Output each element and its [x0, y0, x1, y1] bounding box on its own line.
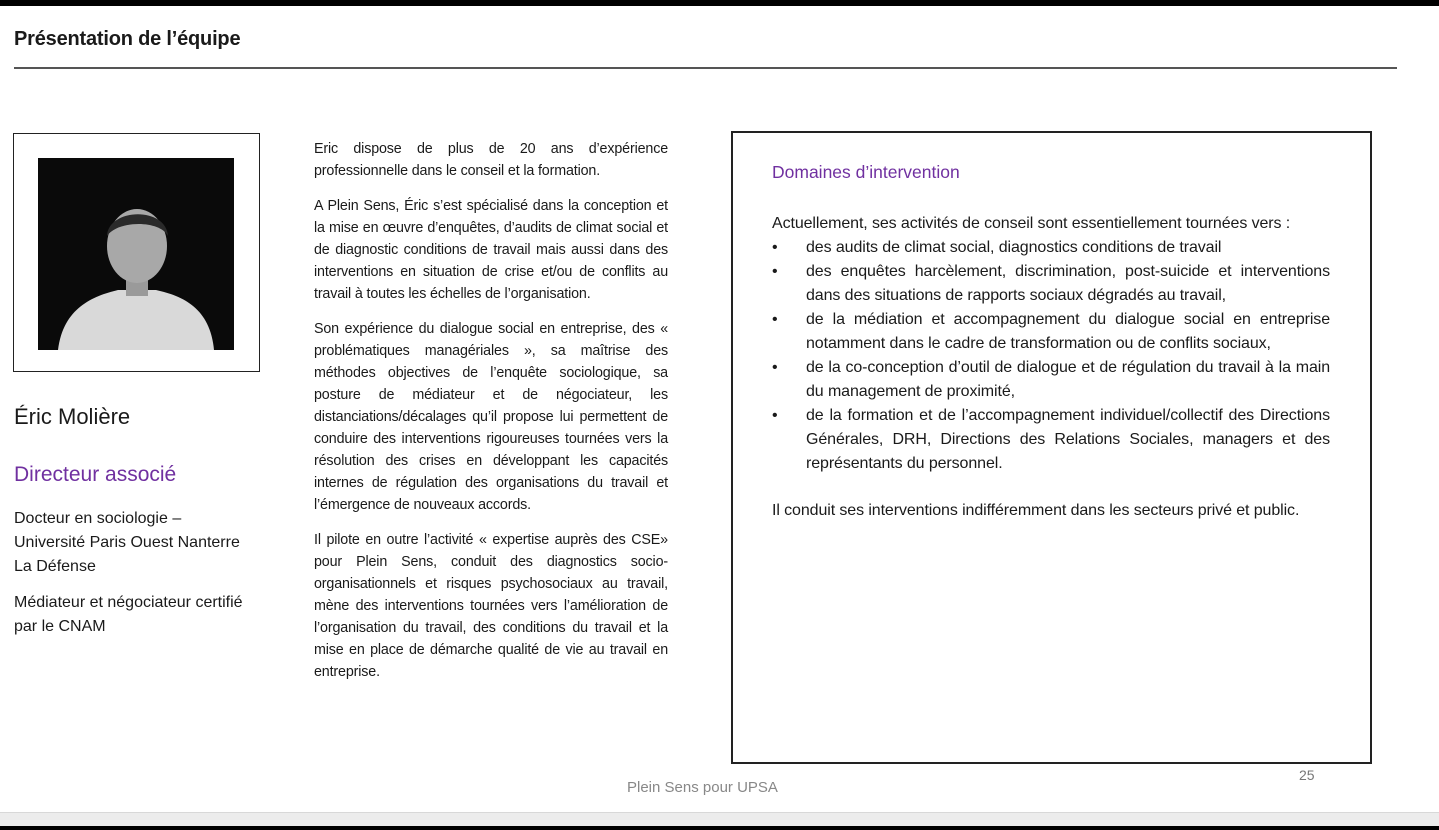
list-item: • des enquêtes harcèlement, discrimination, post-suicide et interventions dans des situations de rapports sociaux dégradés au travail, [772, 260, 1330, 308]
person-role: Directeur associé [14, 463, 177, 486]
bottom-edge [0, 826, 1439, 830]
bullet-icon: • [772, 407, 778, 424]
slide-title: Présentation de l’équipe [14, 28, 241, 50]
list-item: • de la formation et de l’accompagnement individuel/collectif des Directions Générales, DRH, Directions des Relations Sociales, managers et des représentants du personnel. [772, 404, 1330, 476]
domains-list [772, 236, 1330, 476]
bio-paragraph: Eric dispose de plus de 20 ans d’expérience professionnelle dans le conseil et la formation. [314, 141, 668, 179]
domains-intro: Actuellement, ses activités de conseil sont essentiellement tournées vers : [772, 215, 1291, 232]
slide-footer: Plein Sens pour UPSA [627, 779, 778, 796]
page-number: 25 [1299, 767, 1315, 783]
bio-column [314, 138, 668, 696]
person-photo-icon [38, 158, 234, 350]
profile-photo [38, 158, 234, 350]
bullet-icon: • [772, 239, 778, 256]
domains-title: Domaines d’intervention [772, 162, 960, 182]
list-item: • de la médiation et accompagnement du dialogue social en entreprise notamment dans le cadre de transformation ou de conflits sociaux, [772, 308, 1330, 356]
credential-mediator: Médiateur et négociateur certifié par le CNAM [14, 594, 243, 635]
list-item: • des audits de climat social, diagnostics conditions de travail [772, 236, 1330, 260]
top-bar [0, 0, 1439, 6]
bio-paragraph: Son expérience du dialogue social en entreprise, des « problématiques managériales », sa maîtrise des méthodes objectives de l’enquête sociologique, sa posture de médiateur et de négociateur, les distanciations/décalages qu’il propose lui permettent de conduire des interventions rigoureuses tournées vers la résolution des crises en développant les capacités internes de régulation des organisations du travail et l’émergence de nouveaux accords. [314, 321, 668, 513]
bio-paragraph: Il pilote en outre l’activité « expertise auprès des CSE» pour Plein Sens, conduit des diagnostics socio-organisationnels et risques psychosociaux au travail, mène des interventions tournées vers l’amélioration de l’organisation du travail, des conditions du travail et la mise en place de démarche qualité de vie au travail en entreprise. [314, 532, 668, 680]
person-name: Éric Molière [14, 404, 131, 429]
viewer-bottom-bar [0, 812, 1439, 827]
domains-closing: Il conduit ses interventions indifféremment dans les secteurs privé et public. [772, 502, 1300, 519]
bullet-icon: • [772, 263, 778, 280]
bullet-icon: • [772, 311, 778, 328]
credential-degree: Docteur en sociologie – Université Paris Ouest Nanterre La Défense [14, 510, 240, 575]
title-divider [14, 67, 1397, 69]
bio-paragraph: A Plein Sens, Éric s’est spécialisé dans la conception et la mise en œuvre d’enquêtes, d’audits de climat social et de diagnostic conditions de travail mais aussi dans des interventions en situation de crise et/ou de conflits au travail à toutes les échelles de l’organisation. [314, 198, 668, 302]
domains-content [772, 212, 1330, 523]
list-item: • de la co-conception d’outil de dialogue et de régulation du travail à la main du management de proximité, [772, 356, 1330, 404]
bullet-icon: • [772, 359, 778, 376]
